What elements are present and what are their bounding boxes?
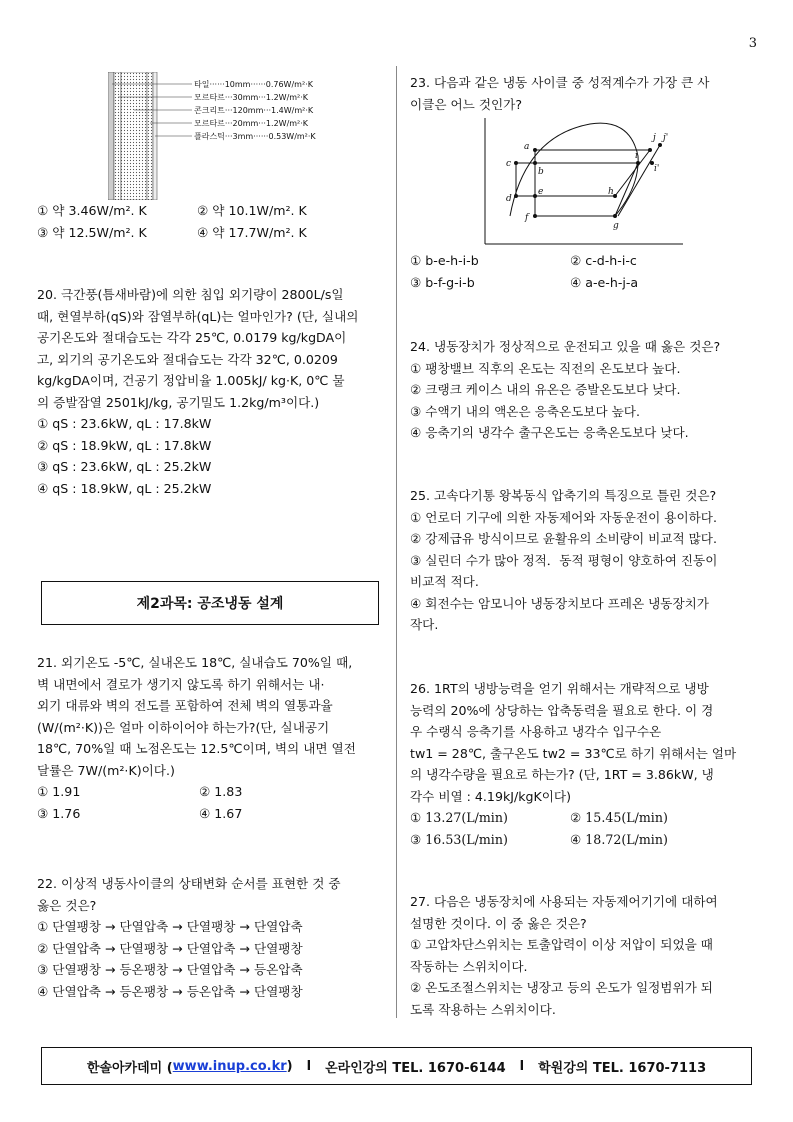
point-j-prime: j': [663, 133, 669, 143]
point-b: b: [538, 167, 544, 177]
q21-line: 벽 내면에서 결로가 생기지 않도록 하기 위해서는 내·: [37, 676, 325, 692]
q20-line: 때, 현열부하(qS)와 잠열부하(qL)는 얼마인가? (단, 실내의: [37, 308, 359, 324]
q20-line: 의 증발잠열 2501kJ/kg, 공기밀도 1.2kg/m³이다.): [37, 394, 320, 410]
question-27: [410, 891, 756, 1020]
q26-option-1[interactable]: ① 13.27(L/min): [410, 810, 508, 825]
q21-line: 21. 외기온도 -5℃, 실내온도 18℃, 실내습도 70%일 때,: [37, 655, 353, 670]
q19-options: [37, 200, 382, 244]
q22-option-4[interactable]: ④ 단열압축 → 등온팽창 → 등온압축 → 단열팽창: [37, 983, 303, 999]
q27-option-1-cont: 작동하는 스위치이다.: [410, 958, 528, 974]
q22-option-2[interactable]: ② 단열압축 → 단열팽창 → 단열압축 → 단열팽창: [37, 940, 303, 956]
point-i: i: [635, 151, 638, 161]
footer-after-url: ): [286, 1058, 293, 1074]
section-title: 제2과목: 공조냉동 설계: [136, 596, 284, 612]
wall-label-concrete: 콘크리트···120mm···1.4W/m²·K: [194, 106, 314, 115]
q25-option-2[interactable]: ② 강제급유 방식이므로 윤활유의 소비량이 비교적 많다.: [410, 531, 717, 546]
q26-line: 능력의 20%에 상당하는 압축동력을 필요로 한다. 이 경: [410, 702, 714, 718]
footer-separator: l: [306, 1058, 312, 1074]
question-20: [37, 284, 382, 499]
q21-option-1[interactable]: ① 1.91: [37, 784, 81, 799]
q24-line: 24. 냉동장치가 정상적으로 운전되고 있을 때 옳은 것은?: [410, 339, 721, 354]
q27-line: 설명한 것이다. 이 중 옳은 것은?: [410, 915, 587, 931]
q25-option-1[interactable]: ① 언로더 기구에 의한 자동제어와 자동운전이 용이하다.: [410, 509, 717, 525]
question-21: [37, 652, 382, 825]
q26-option-4[interactable]: ④ 18.72(L/min): [570, 832, 668, 847]
wall-layer-figure: [108, 72, 338, 200]
q20-option-4[interactable]: ④ qS : 18.9kW, qL : 25.2kW: [37, 480, 212, 496]
q24-option-2[interactable]: ② 크랭크 케이스 내의 유온은 증발온도보다 낮다.: [410, 382, 681, 397]
column-divider: [396, 66, 397, 1018]
question-22: [37, 873, 382, 1002]
question-25: [410, 485, 756, 636]
point-a: a: [524, 142, 530, 152]
footer-offline-tel: 학원강의 TEL. 1670-7113: [538, 1060, 707, 1076]
q27-line: 27. 다음은 냉동장치에 사용되는 자동제어기기에 대하여: [410, 894, 718, 909]
q26-line: tw1 = 28℃, 출구온도 tw2 = 33℃로 하기 위해서는 얼마: [410, 745, 737, 761]
q20-option-2[interactable]: ② qS : 18.9kW, qL : 17.8kW: [37, 437, 212, 453]
q20-line: 고, 외기의 공기온도와 절대습도는 각각 32℃, 0.0209: [37, 351, 338, 367]
q26-option-2[interactable]: ② 15.45(L/min): [570, 810, 668, 825]
point-h: h: [608, 187, 614, 197]
q27-option-1[interactable]: ① 고압차단스위치는 토출압력이 이상 저압이 되었을 때: [410, 937, 713, 952]
footer-academy: 한솔아카데미 (: [86, 1060, 173, 1076]
q24-option-4[interactable]: ④ 응축기의 냉각수 출구온도는 응축온도보다 낮다.: [410, 425, 689, 440]
q25-option-4[interactable]: ④ 회전수는 암모니아 냉동장치보다 프레온 냉동장치가: [410, 595, 709, 611]
q24-option-3[interactable]: ③ 수액기 내의 액온은 응축온도보다 높다.: [410, 403, 640, 419]
q26-line: 우 수랭식 응축기를 사용하고 냉각수 입구수온: [410, 724, 662, 739]
point-f: f: [525, 213, 529, 223]
q20-line: 20. 극간풍(틈새바람)에 의한 침입 외기량이 2800L/s일: [37, 287, 344, 302]
q23-option-2[interactable]: ② c-d-h-i-c: [570, 253, 637, 268]
q19-option-1[interactable]: ① 약 3.46W/m². K: [37, 203, 147, 218]
q25-option-4-cont: 작다.: [410, 617, 439, 632]
footer-separator: l: [519, 1058, 525, 1074]
q26-line: 26. 1RT의 냉방능력을 얻기 위해서는 개략적으로 냉방: [410, 681, 709, 696]
q27-option-2-cont: 도록 작용하는 스위치이다.: [410, 1001, 556, 1017]
point-i-prime: i': [654, 164, 660, 174]
question-23: [410, 72, 756, 115]
section-title-box: [41, 581, 379, 625]
q26-option-3[interactable]: ③ 16.53(L/min): [410, 832, 508, 847]
q21-line: 외기 대류와 벽의 전도를 포함하여 전체 벽의 열통과율: [37, 698, 333, 713]
point-e: e: [538, 187, 544, 197]
question-24: [410, 336, 756, 444]
q23-options: [410, 250, 756, 294]
q20-line: 공기온도와 절대습도는 각각 25℃, 0.0179 kg/kgDA이: [37, 330, 347, 345]
q21-line: 18℃, 70%일 때 노점온도는 12.5℃이며, 벽의 내면 열전: [37, 741, 356, 756]
wall-label-mortar2: 모르타르···20mm···1.2W/m²·K: [194, 119, 309, 128]
q25-option-3[interactable]: ③ 실린더 수가 많아 정적．동적 평형이 양호하여 진동이: [410, 552, 718, 568]
wall-label-mortar1: 모르타르···30mm···1.2W/m²·K: [194, 93, 309, 102]
footer-website-link[interactable]: www.inup.co.kr: [172, 1058, 287, 1074]
q19-option-4[interactable]: ④ 약 17.7W/m². K: [197, 225, 307, 240]
q27-option-2[interactable]: ② 온도조절스위치는 냉장고 등의 온도가 일정범위가 되: [410, 980, 713, 995]
q22-option-1[interactable]: ① 단열팽창 → 단열압축 → 단열팽창 → 단열압축: [37, 919, 303, 934]
point-c: c: [506, 159, 512, 169]
q23-line: 이클은 어느 것인가?: [410, 96, 523, 112]
q20-option-1[interactable]: ① qS : 23.6kW, qL : 17.8kW: [37, 416, 212, 431]
wall-label-plastic: 플라스틱···3mm······0.53W/m²·K: [194, 132, 316, 141]
point-j: j: [653, 133, 656, 143]
footer-online-tel: 온라인강의 TEL. 1670-6144: [325, 1060, 506, 1076]
q21-line: 달률은 7W/(m²·K)이다.): [37, 762, 175, 778]
q21-option-4[interactable]: ④ 1.67: [199, 806, 243, 821]
q22-option-3[interactable]: ③ 단열팽창 → 등온팽창 → 단열압축 → 등온압축: [37, 962, 303, 977]
q25-line: 25. 고속다기통 왕복동식 압축기의 특징으로 틀린 것은?: [410, 488, 717, 503]
point-d: d: [506, 194, 512, 204]
q21-option-3[interactable]: ③ 1.76: [37, 806, 81, 821]
q24-option-1[interactable]: ① 팽창밸브 직후의 온도는 직전의 온도보다 높다.: [410, 360, 681, 376]
footer-contact-box: [41, 1047, 752, 1085]
q22-line: 옳은 것은?: [37, 897, 97, 913]
q25-option-3-cont: 비교적 적다.: [410, 574, 479, 589]
point-g: g: [613, 221, 619, 231]
q23-option-3[interactable]: ③ b-f-g-i-b: [410, 275, 475, 290]
q22-line: 22. 이상적 냉동사이클의 상태변화 순서를 표현한 것 중: [37, 876, 341, 891]
question-26: [410, 678, 756, 851]
q20-line: kg/kgDA이며, 건공기 정압비율 1.005kJ/ kg·K, 0℃ 물: [37, 373, 345, 388]
refrigeration-cycle-diagram: [480, 116, 685, 250]
q26-line: 의 냉각수량을 필요로 하는가? (단, 1RT = 3.86kW, 냉: [410, 767, 714, 782]
wall-label-tile: 타일······10mm······0.76W/m²·K: [194, 80, 313, 89]
page-number: 3: [748, 36, 757, 51]
q19-option-3[interactable]: ③ 약 12.5W/m². K: [37, 225, 147, 240]
q23-option-4[interactable]: ④ a-e-h-j-a: [570, 275, 639, 290]
q23-option-1[interactable]: ① b-e-h-i-b: [410, 253, 479, 268]
q19-option-2[interactable]: ② 약 10.1W/m². K: [197, 203, 307, 218]
q20-option-3[interactable]: ③ qS : 23.6kW, qL : 25.2kW: [37, 459, 212, 474]
q21-line: (W/(m²·K))은 얼마 이하이어야 하는가?(단, 실내공기: [37, 719, 330, 735]
q23-line: 23. 다음과 같은 냉동 사이클 중 성적계수가 가장 큰 사: [410, 75, 710, 90]
q26-line: 각수 비열 : 4.19kJ/kgK이다): [410, 788, 571, 804]
q21-option-2[interactable]: ② 1.83: [199, 784, 243, 799]
